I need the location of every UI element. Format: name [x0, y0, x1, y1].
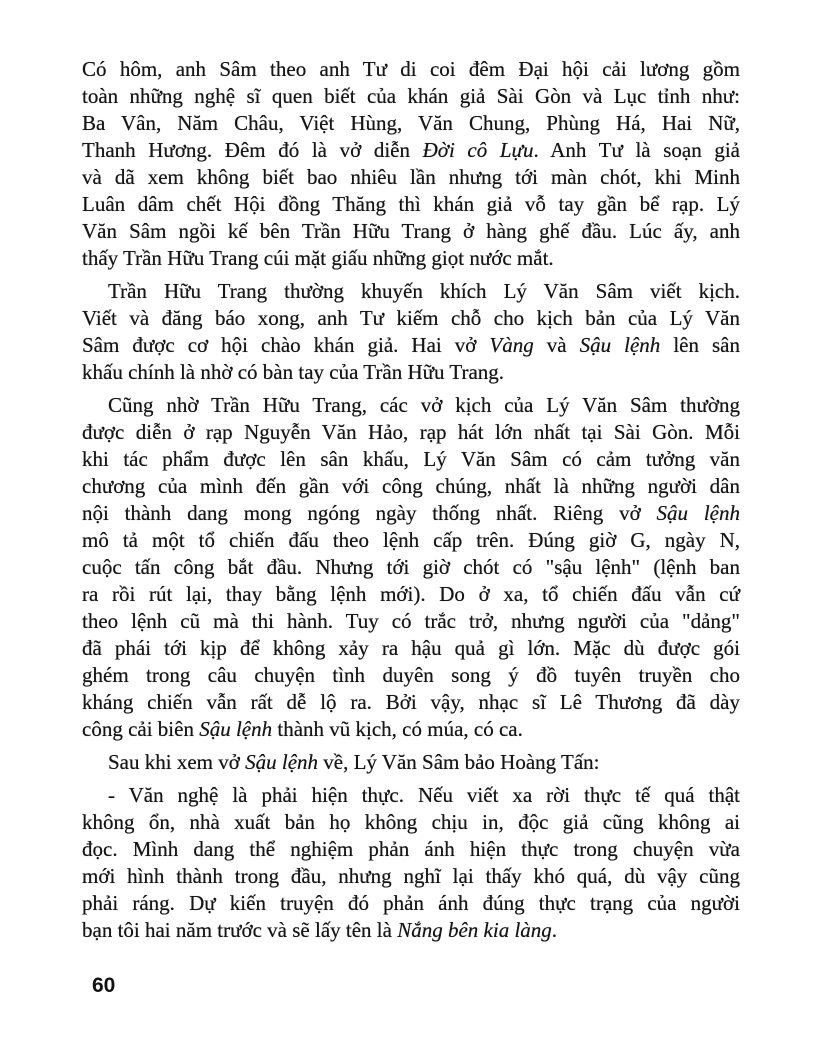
text-segment: - Văn nghệ là phải hiện thực. Nếu viết xa rời thực tế quá thật [108, 783, 740, 807]
text-segment: đọc. Mình dang thể nghiệm phản ánh hiện thực trong chuyện vừa [82, 837, 740, 861]
text-segment: đã phái tới kịp để không xảy ra hậu quả gì lớn. Mặc dù được gói [82, 636, 740, 660]
text-line [82, 218, 740, 245]
paragraph [82, 278, 740, 386]
text-line [82, 110, 740, 137]
text-line [82, 581, 740, 608]
text-segment: phải ráng. Dự kiến truyện đó phản ánh đúng thực trạng của người [82, 891, 740, 915]
text-segment: không ổn, nhà xuất bản họ không chịu in, độc giả cũng không ai [82, 810, 740, 834]
text-line [82, 689, 740, 716]
text-line [82, 500, 740, 527]
text-line [82, 359, 740, 386]
text-line [82, 332, 740, 359]
text-segment: thấy Trần Hữu Trang cúi mặt giấu những giọt nước mắt. [82, 246, 554, 270]
text-line [82, 191, 740, 218]
italic-title-text: Vàng [489, 333, 534, 357]
text-segment: Sau khi xem vở [108, 750, 246, 774]
text-segment: được diễn ở rạp Nguyễn Văn Hảo, rạp hát lớn nhất tại Sài Gòn. Mỗi [82, 420, 740, 444]
text-line [82, 278, 740, 305]
text-line [82, 635, 740, 662]
text-line [82, 809, 740, 836]
text-line [82, 56, 740, 83]
italic-title-text: Đời cô Lựu [422, 138, 534, 162]
text-line [82, 83, 740, 110]
text-segment: Trần Hữu Trang thường khuyến khích Lý Văn Sâm viết kịch. [108, 279, 740, 303]
text-segment: mô tả một tổ chiến đấu theo lệnh cấp trên. Đúng giờ G, ngày N, [82, 528, 740, 552]
text-line [82, 782, 740, 809]
text-line [82, 164, 740, 191]
text-segment: toàn những nghệ sĩ quen biết của khán giả Sài Gòn và Lục tỉnh như: [82, 84, 740, 108]
text-line [82, 608, 740, 635]
text-segment: theo lệnh cũ mà thi hành. Tuy có trắc trở, nhưng người của "dảng" [82, 609, 740, 633]
text-segment: ghém trong câu chuyện tình duyên song ý đồ tuyên truyền cho [82, 663, 740, 687]
text-segment: Văn Sâm ngồi kế bên Trần Hữu Trang ở hàng ghế đầu. Lúc ấy, anh [82, 219, 740, 243]
italic-title-text: Sậu lệnh [199, 717, 273, 741]
paragraph [82, 56, 740, 272]
italic-title-text: Nắng bên kia làng [397, 918, 552, 942]
text-line [82, 473, 740, 500]
text-segment: khi tác phẩm được lên sân khấu, Lý Văn Sâm có cảm tưởng văn [82, 447, 740, 471]
text-line [82, 419, 740, 446]
text-segment: cuộc tấn công bắt đầu. Nhưng tới giờ chót có "sậu lệnh" (lệnh ban [82, 555, 740, 579]
text-line [82, 863, 740, 890]
text-segment: Viết và đăng báo xong, anh Tư kiếm chỗ cho kịch bản của Lý Văn [82, 306, 740, 330]
text-segment: nội thành dang mong ngóng ngày thống nhất. Riêng vở [82, 501, 657, 525]
text-segment: và [533, 333, 580, 357]
paragraph [82, 782, 740, 944]
italic-title-text: Sậu lệnh [656, 501, 740, 525]
italic-title-text: Sậu lệnh [579, 333, 661, 357]
text-line [82, 554, 740, 581]
text-line [82, 890, 740, 917]
text-line [82, 527, 740, 554]
text-segment: Có hôm, anh Sâm theo anh Tư di coi đêm Đại hội cải lương gồm [82, 57, 740, 81]
text-block [82, 56, 740, 944]
text-line [82, 245, 740, 272]
text-line [82, 836, 740, 863]
text-segment: Luân dâm chết Hội đồng Thăng thì khán giả vỗ tay gần bể rạp. Lý [82, 192, 740, 216]
page-number: 60 [92, 974, 116, 997]
text-segment: khấu chính là nhờ có bàn tay của Trần Hữu Trang. [82, 360, 505, 384]
text-line [82, 749, 740, 776]
text-line [82, 716, 740, 743]
text-segment: Cũng nhờ Trần Hữu Trang, các vở kịch của Lý Văn Sâm thường [108, 393, 740, 417]
text-segment: Thanh Hương. Đêm đó là vở diễn [82, 138, 423, 162]
text-segment: thành vũ kịch, có múa, có ca. [272, 717, 523, 741]
text-segment: công cải biên [82, 717, 200, 741]
text-segment: kháng chiến vẫn rất dễ lộ ra. Bởi vậy, nhạc sĩ Lê Thương đã dày [82, 690, 740, 714]
text-segment: lên sân [660, 333, 741, 357]
text-line [82, 446, 740, 473]
text-segment: . [551, 918, 558, 942]
text-segment: về, Lý Văn Sâm bảo Hoàng Tấn: [318, 750, 600, 774]
text-line [82, 662, 740, 689]
text-segment: Ba Vân, Năm Châu, Việt Hùng, Văn Chung, Phùng Há, Hai Nữ, [82, 111, 740, 135]
paragraph [82, 392, 740, 743]
paragraph [82, 749, 740, 776]
text-segment: bạn tôi hai năm trước và sẽ lấy tên là [82, 918, 398, 942]
text-line [82, 137, 740, 164]
italic-title-text: Sậu lệnh [245, 750, 319, 774]
text-segment: và dã xem không biết bao nhiêu lần nhưng tới màn chót, khi Minh [82, 165, 740, 189]
text-segment: ra rồi rút lại, thay bằng lệnh mới). Do ở xa, tổ chiến đấu vẫn cứ [82, 582, 740, 606]
text-segment: mới hình thành trong đầu, nhưng nghĩ lại thấy khó quá, dù vậy cũng [82, 864, 740, 888]
text-line [82, 917, 740, 944]
text-line [82, 392, 740, 419]
text-segment: Sâm được cơ hội chào khán giả. Hai vở [82, 333, 490, 357]
text-segment: . Anh Tư là soạn giả [533, 138, 740, 162]
text-segment: chương của mình đến gần với công chúng, nhất là những người dân [82, 474, 740, 498]
text-line [82, 305, 740, 332]
